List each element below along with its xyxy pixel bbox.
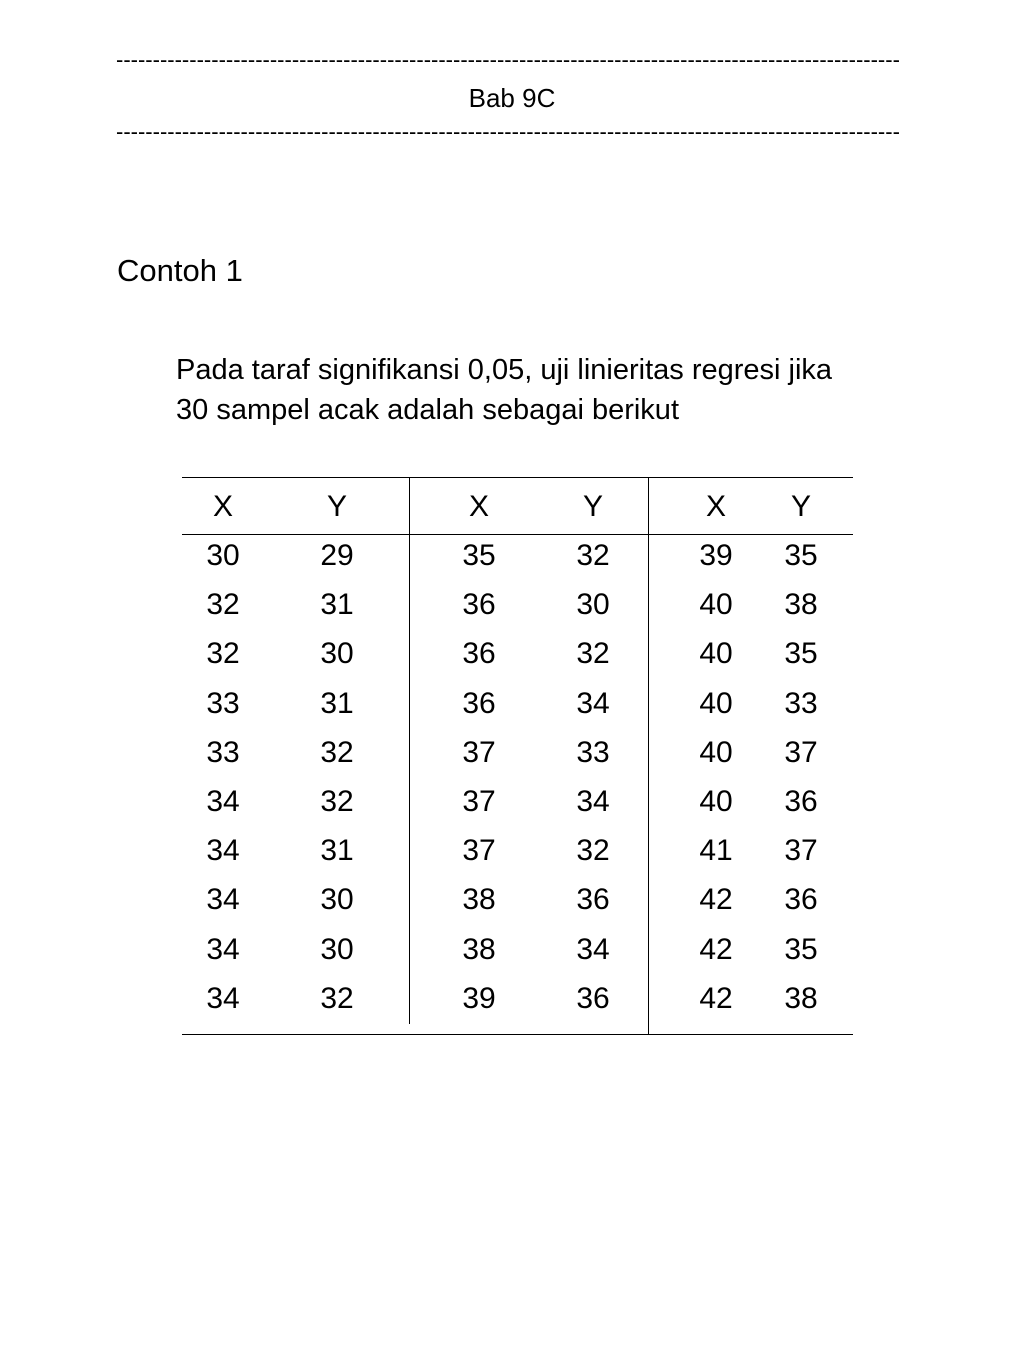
table-cell: 39 [462, 981, 496, 1015]
header-top-dashes: ----------------------------------------------------------------------------------------------------------- [116, 48, 900, 72]
table-cell: 32 [576, 834, 610, 868]
table-cell: 40 [699, 686, 733, 720]
table-cell: 41 [699, 834, 733, 868]
table-header-cell: X [705, 490, 726, 523]
table-header-cell: Y [790, 490, 811, 523]
table-cell: 42 [699, 883, 733, 917]
table-cell: 34 [576, 686, 610, 720]
table-cell: 37 [462, 785, 496, 818]
table-cell: 32 [576, 637, 610, 671]
table-cell: 36 [576, 981, 610, 1015]
table-cell: 34 [576, 932, 610, 966]
chapter-title: Bab 9C [468, 83, 556, 113]
table-column-divider [648, 478, 649, 1034]
table-cell: 35 [784, 637, 818, 671]
table-cell: 42 [699, 981, 733, 1015]
table-cell: 35 [784, 932, 818, 966]
table-top-rule [182, 477, 853, 478]
table-cell: 38 [462, 883, 496, 917]
table-header-cell: Y [582, 490, 603, 523]
problem-line-2: 30 sampel acak adalah sebagai berikut [176, 394, 679, 426]
table-cell: 34 [206, 981, 240, 1015]
table-cell: 37 [784, 735, 818, 769]
table-cell: 40 [699, 637, 733, 671]
table-cell: 38 [784, 588, 818, 622]
table-header-cell: X [468, 490, 489, 523]
table-cell: 36 [462, 588, 496, 622]
table-cell: 30 [320, 883, 354, 917]
table-cell: 33 [784, 686, 818, 720]
table-column-divider [409, 478, 410, 1024]
table-cell: 30 [320, 932, 354, 966]
table-cell: 37 [784, 834, 818, 868]
table-cell: 32 [576, 539, 610, 572]
table-cell: 30 [206, 539, 240, 572]
table-cell: 39 [699, 539, 733, 572]
table-cell: 32 [320, 785, 354, 818]
table-cell: 37 [462, 735, 496, 769]
table-cell: 29 [320, 539, 354, 572]
table-cell: 36 [784, 883, 818, 917]
table-cell: 33 [206, 686, 240, 720]
table-cell: 31 [320, 686, 354, 720]
table-cell: 40 [699, 785, 733, 818]
table-header-cell: Y [326, 490, 347, 523]
table-bottom-rule [182, 1034, 853, 1035]
table-cell: 36 [576, 883, 610, 917]
table-cell: 42 [699, 932, 733, 966]
table-header-cell: X [212, 490, 233, 523]
header-bottom-dashes: ----------------------------------------------------------------------------------------------------------- [116, 120, 900, 144]
table-header-rule [182, 534, 853, 535]
table-cell: 30 [320, 637, 354, 671]
table-cell: 30 [576, 588, 610, 622]
table-cell: 38 [462, 932, 496, 966]
table-cell: 34 [576, 785, 610, 818]
table-cell: 38 [784, 981, 818, 1015]
table-cell: 34 [206, 834, 240, 868]
table-cell: 34 [206, 883, 240, 917]
data-table [182, 477, 853, 1035]
table-cell: 34 [206, 932, 240, 966]
table-cell: 40 [699, 588, 733, 622]
table-cell: 31 [320, 588, 354, 622]
table-cell: 36 [784, 785, 818, 818]
table-cell: 36 [462, 686, 496, 720]
problem-line-1: Pada taraf signifikansi 0,05, uji linieritas regresi jika [176, 354, 833, 386]
table-cell: 32 [206, 637, 240, 671]
table-cell: 33 [576, 735, 610, 769]
table-cell: 36 [462, 637, 496, 671]
table-cell: 33 [206, 735, 240, 769]
table-cell: 35 [784, 539, 818, 572]
table-cell: 40 [699, 735, 733, 769]
table-cell: 37 [462, 834, 496, 868]
table-cell: 34 [206, 785, 240, 818]
example-title: Contoh 1 [117, 253, 243, 288]
table-cell: 32 [320, 981, 354, 1015]
table-cell: 32 [206, 588, 240, 622]
table-cell: 32 [320, 735, 354, 769]
table-cell: 35 [462, 539, 496, 572]
table-cell: 31 [320, 834, 354, 868]
problem-statement [176, 350, 976, 430]
